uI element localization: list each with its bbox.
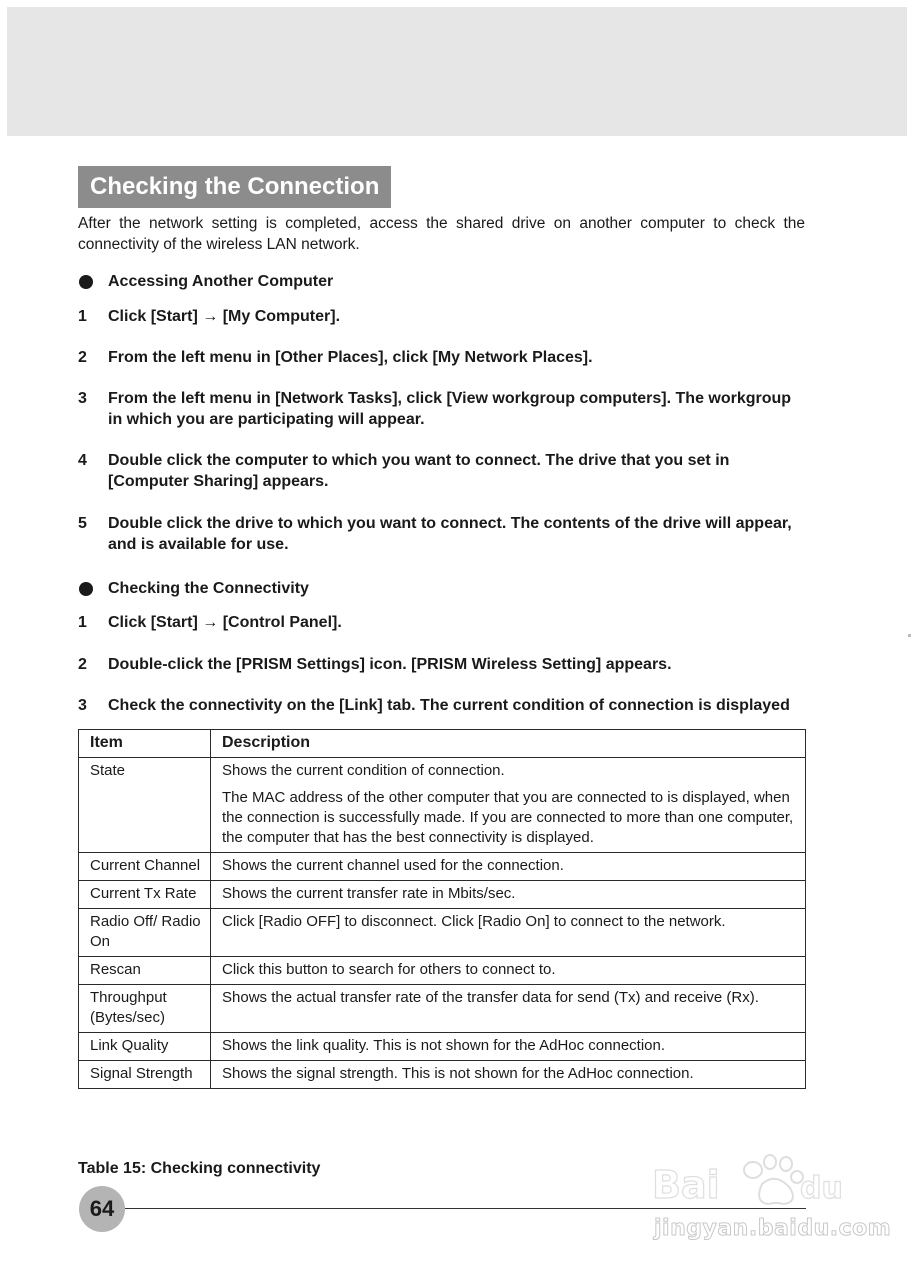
table-row bbox=[79, 909, 806, 957]
svg-text:Bai: Bai bbox=[652, 1163, 720, 1207]
svg-text:du: du bbox=[800, 1171, 843, 1206]
step-number: 3 bbox=[78, 390, 87, 407]
bullet-icon bbox=[79, 582, 93, 596]
step-text: Double click the drive to which you want to connect. The contents of the drive will appear, and is available for use. bbox=[108, 515, 792, 553]
description-text: Click [Radio OFF] to disconnect. Click [Radio On] to connect to the network. bbox=[222, 913, 726, 930]
watermark-url: jingyan.baidu.com bbox=[654, 1216, 892, 1241]
intro-paragraph: After the network setting is completed, access the shared drive on another computer to check the connectivity of the wireless LAN network. bbox=[78, 215, 805, 253]
step-number: 4 bbox=[78, 452, 87, 469]
description-text: Shows the current channel used for the connection. bbox=[222, 857, 564, 874]
row-description bbox=[211, 909, 806, 957]
description-text: Shows the signal strength. This is not shown for the AdHoc connection. bbox=[222, 1065, 694, 1082]
table-row bbox=[79, 881, 806, 909]
row-item: State bbox=[79, 758, 211, 853]
bullet-heading-text: Checking the Connectivity bbox=[108, 580, 309, 597]
table-row bbox=[79, 853, 806, 881]
step-text: Click [Start] → [Control Panel]. bbox=[108, 614, 342, 631]
row-item: Radio Off/ Radio On bbox=[79, 909, 211, 957]
header-description: Description bbox=[211, 730, 806, 758]
description-text: The MAC address of the other computer that you are connected to is displayed, when the connection is successfully made. If you are connected to more than one computer, the computer that has the best connectivity is displayed. bbox=[222, 789, 794, 846]
row-description bbox=[211, 985, 806, 1033]
step-text: From the left menu in [Other Places], click [My Network Places]. bbox=[108, 349, 593, 366]
step-text: Double-click the [PRISM Settings] icon. [PRISM Wireless Setting] appears. bbox=[108, 656, 672, 673]
step-number: 2 bbox=[78, 656, 87, 673]
row-description bbox=[211, 1033, 806, 1061]
step-text: Double click the computer to which you want to connect. The drive that you set in [Computer Sharing] appears. bbox=[108, 452, 730, 490]
description-text: Shows the link quality. This is not shown for the AdHoc connection. bbox=[222, 1037, 666, 1054]
row-item: Throughput (Bytes/sec) bbox=[79, 985, 211, 1033]
bullet-icon bbox=[79, 275, 93, 289]
edge-mark bbox=[908, 634, 911, 637]
step-text: Check the connectivity on the [Link] tab. The current condition of connection is displayed bbox=[108, 697, 790, 714]
description-text: Shows the current transfer rate in Mbits/sec. bbox=[222, 885, 516, 902]
section-title: Checking the Connection bbox=[78, 166, 391, 208]
watermark-logo-icon bbox=[650, 1150, 870, 1214]
step-text: Click [Start] → [My Computer]. bbox=[108, 308, 341, 325]
row-item: Signal Strength bbox=[79, 1061, 211, 1089]
step-number: 1 bbox=[78, 614, 87, 631]
description-text: Shows the actual transfer rate of the transfer data for send (Tx) and receive (Rx). bbox=[222, 989, 759, 1006]
row-description bbox=[211, 957, 806, 985]
header-band bbox=[7, 7, 907, 136]
step-number: 5 bbox=[78, 515, 87, 532]
row-item: Current Tx Rate bbox=[79, 881, 211, 909]
description-text: Click this button to search for others to connect to. bbox=[222, 961, 556, 978]
description-text: Shows the current condition of connection. bbox=[222, 762, 505, 779]
table-caption: Table 15: Checking connectivity bbox=[78, 1160, 321, 1177]
row-description bbox=[211, 881, 806, 909]
table-header-row bbox=[79, 730, 806, 758]
header-item: Item bbox=[79, 730, 211, 758]
table-row bbox=[79, 985, 806, 1033]
row-item: Current Channel bbox=[79, 853, 211, 881]
step-text: From the left menu in [Network Tasks], click [View workgroup computers]. The workgroup in which you are participating will appear. bbox=[108, 390, 792, 428]
page-number: 64 bbox=[79, 1186, 125, 1232]
table-row bbox=[79, 957, 806, 985]
step-number: 2 bbox=[78, 349, 87, 366]
bullet-heading-checking bbox=[78, 578, 805, 600]
row-item: Link Quality bbox=[79, 1033, 211, 1061]
row-description bbox=[211, 853, 806, 881]
table-row bbox=[79, 758, 806, 853]
row-description bbox=[211, 1061, 806, 1089]
step-number: 1 bbox=[78, 308, 87, 325]
table-row bbox=[79, 1033, 806, 1061]
step-number: 3 bbox=[78, 697, 87, 714]
bullet-heading-accessing bbox=[78, 271, 805, 293]
row-item: Rescan bbox=[79, 957, 211, 985]
row-description bbox=[211, 758, 806, 853]
table-row bbox=[79, 1061, 806, 1089]
bullet-heading-text: Accessing Another Computer bbox=[108, 273, 334, 290]
connectivity-table bbox=[78, 729, 806, 1089]
